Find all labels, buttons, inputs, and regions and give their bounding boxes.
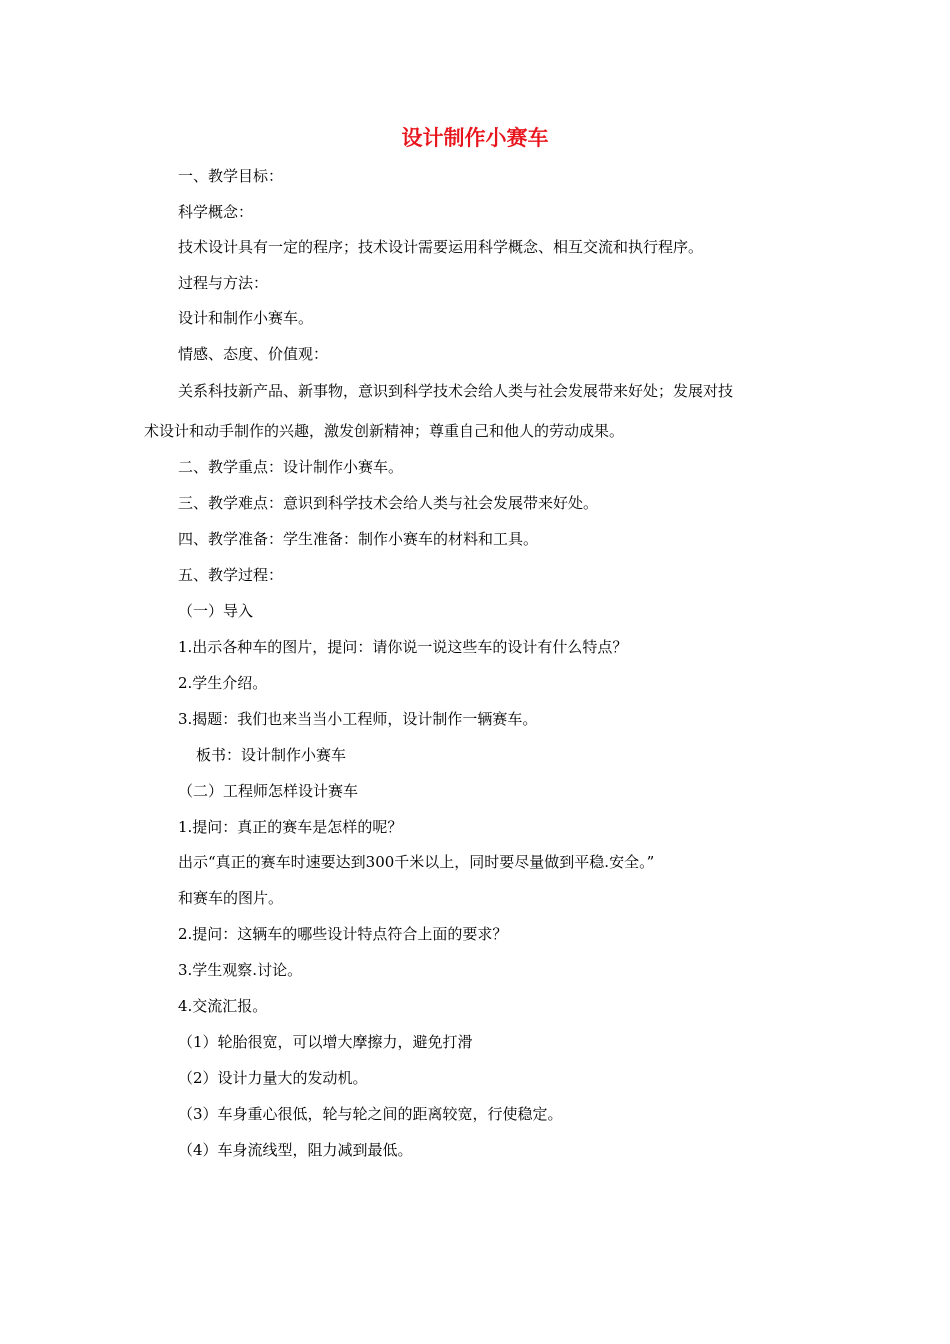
text-line: （3）车身重心很低，轮与轮之间的距离较宽，行使稳定。 bbox=[178, 1105, 563, 1123]
text-line: 2.提问：这辆车的哪些设计特点符合上面的要求？ bbox=[178, 925, 508, 943]
text-line: 科学概念： bbox=[178, 203, 254, 221]
text-line: 3.揭题：我们也来当当小工程师，设计制作一辆赛车。 bbox=[178, 710, 538, 728]
text-line: 设计和制作小赛车。 bbox=[178, 309, 314, 327]
text-line: 1.提问：真正的赛车是怎样的呢？ bbox=[178, 818, 403, 836]
text-line: （1）轮胎很宽，可以增大摩擦力，避免打滑 bbox=[178, 1033, 473, 1051]
text-line: 和赛车的图片。 bbox=[178, 889, 284, 907]
text-line: 二、教学重点：设计制作小赛车。 bbox=[178, 458, 404, 476]
text-line: （一）导入 bbox=[178, 602, 254, 620]
text-line: 板书：设计制作小赛车 bbox=[196, 746, 347, 764]
text-line: 关系科技新产品、新事物，意识到科学技术会给人类与社会发展带来好处；发展对技 bbox=[178, 382, 734, 400]
text-line: 4.交流汇报。 bbox=[178, 997, 268, 1015]
text-line: 过程与方法： bbox=[178, 274, 269, 292]
text-line: 1.出示各种车的图片，提问：请你说一说这些车的设计有什么特点？ bbox=[178, 638, 628, 656]
text-line: 2.学生介绍。 bbox=[178, 674, 268, 692]
text-line: 一、教学目标： bbox=[178, 167, 284, 185]
text-line: 三、教学难点：意识到科学技术会给人类与社会发展带来好处。 bbox=[178, 494, 599, 512]
text-line: （二）工程师怎样设计赛车 bbox=[178, 782, 359, 800]
text-line: 出示“真正的赛车时速要达到300千米以上，同时要尽量做到平稳.安全。” bbox=[178, 853, 655, 871]
document-title: 设计制作小赛车 bbox=[401, 126, 549, 150]
text-line: 五、教学过程： bbox=[178, 566, 284, 584]
text-line: 3.学生观察.讨论。 bbox=[178, 961, 303, 979]
text-line: （4）车身流线型，阻力减到最低。 bbox=[178, 1141, 413, 1159]
text-line: 情感、态度、价值观： bbox=[178, 345, 329, 363]
text-line: 技术设计具有一定的程序；技术设计需要运用科学概念、相互交流和执行程序。 bbox=[178, 238, 704, 256]
text-line: 四、教学准备：学生准备：制作小赛车的材料和工具。 bbox=[178, 530, 539, 548]
text-line: （2）设计力量大的发动机。 bbox=[178, 1069, 368, 1087]
text-line: 术设计和动手制作的兴趣，激发创新精神；尊重自己和他人的劳动成果。 bbox=[144, 422, 625, 440]
